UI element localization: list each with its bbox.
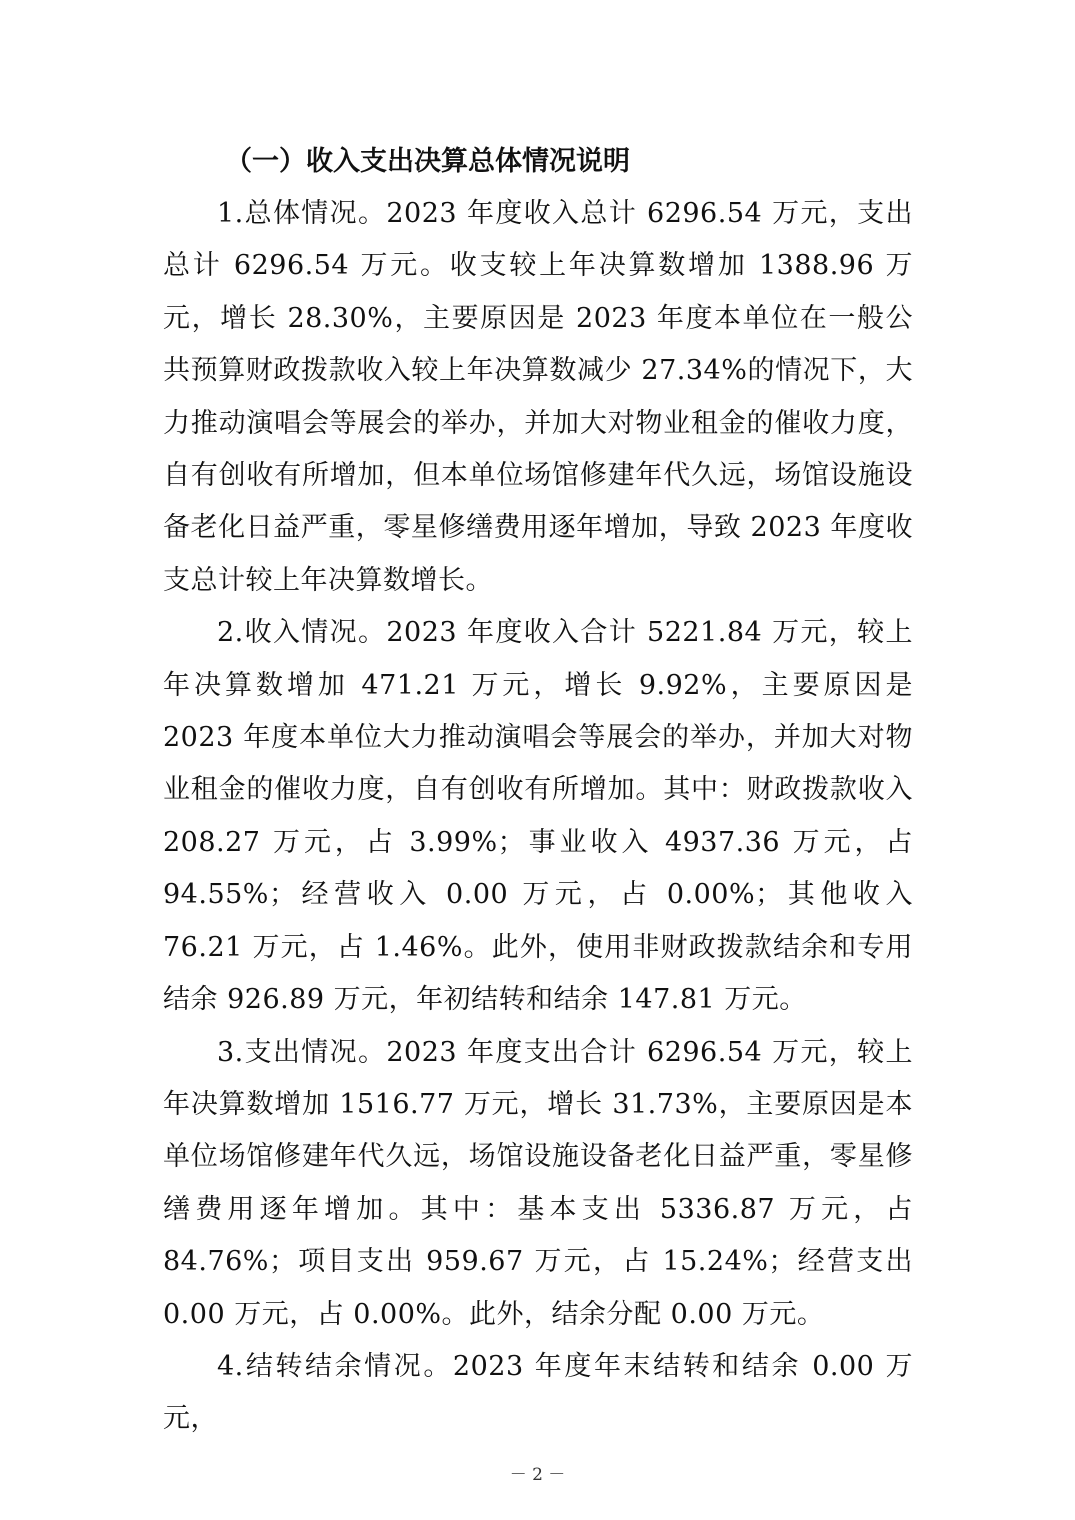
paragraph-overall: 1.总体情况。2023 年度收入总计 6296.54 万元，支出总计 6296.54 万元。收支较上年决算数增加 1388.96 万元，增长 28.30%，主要原因是 2023 年度本单位在一般公共预算财政拨款收入较上年决算数减少 27.34%的情况下，大力推动演唱会等展会的举办，并加大对物业租金的催收力度，自有创收有所增加，但本单位场馆修建年代久远，场馆设施设备老化日益严重，零星修缮费用逐年增加，导致 2023 年度收支总计较上年决算数增长。 <box>163 198 913 596</box>
paragraph-carryover: 4.结转结余情况。2023 年度年末结转和结余 0.00 万元， <box>163 1350 913 1435</box>
document-body <box>163 136 913 1446</box>
section-heading: （一）收入支出决算总体情况说明 <box>225 146 630 177</box>
paragraph-expenditure: 3.支出情况。2023 年度支出合计 6296.54 万元，较上年决算数增加 1516.77 万元，增长 31.73%，主要原因是本单位场馆修建年代久远，场馆设施设备老化日益严重，零星修缮费用逐年增加。其中：基本支出 5336.87 万元，占 84.76%；项目支出 959.67 万元，占 15.24%；经营支出 0.00 万元，占 0.00%。此外，结余分配 0.00 万元。 <box>163 1036 913 1330</box>
page-number: － 2 － <box>509 1465 566 1485</box>
paragraph-income: 2.收入情况。2023 年度收入合计 5221.84 万元，较上年决算数增加 471.21 万元，增长 9.92%，主要原因是 2023 年度本单位大力推动演唱会等展会的举办，并加大对物业租金的催收力度，自有创收有所增加。其中：财政拨款收入 208.27 万元，占 3.99%；事业收入 4937.36 万元，占 94.55%；经营收入 0.00 万元，占 0.00%；其他收入 76.21 万元，占 1.46%。此外，使用非财政拨款结余和专用结余 926.89 万元，年初结转和结余 147.81 万元。 <box>163 617 913 1016</box>
